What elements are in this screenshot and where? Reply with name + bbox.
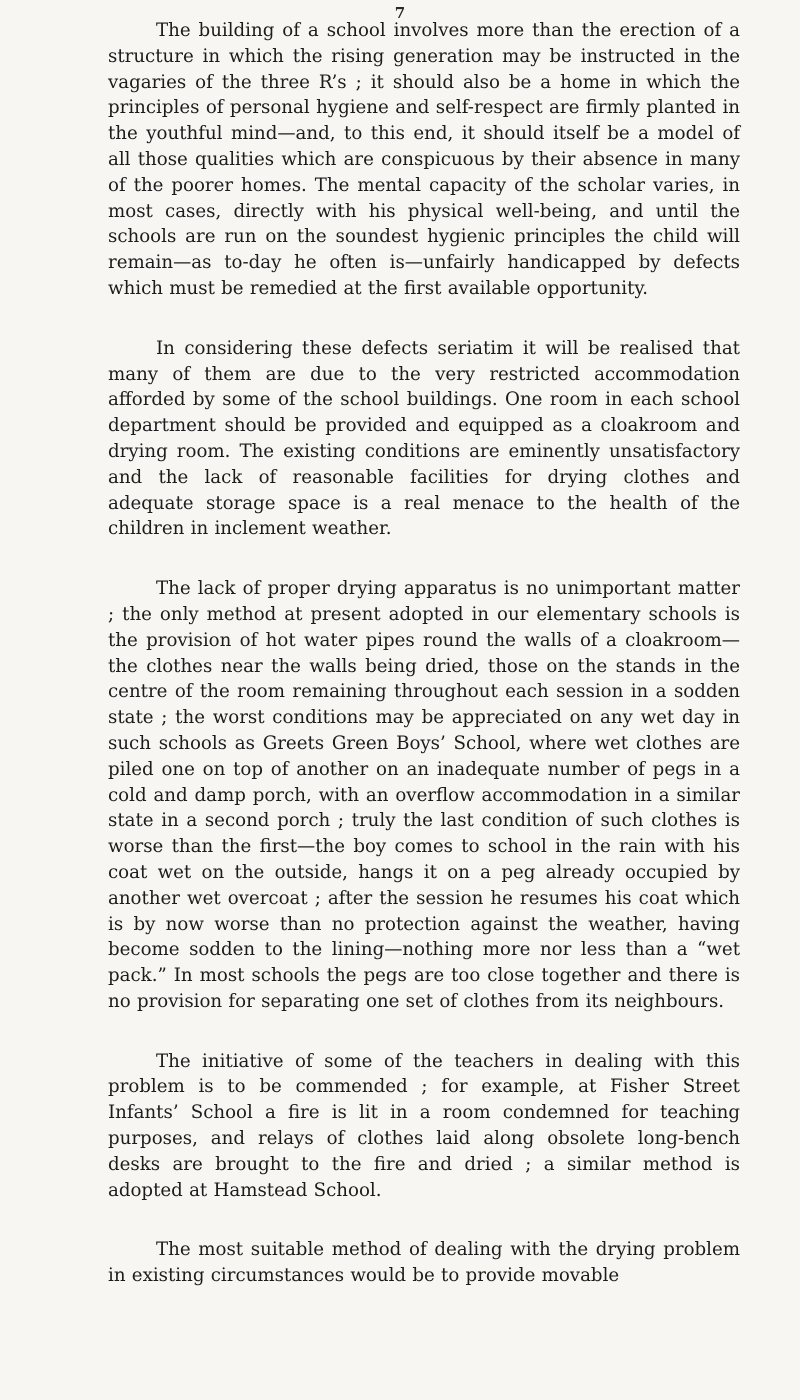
page-number: 7 [394,4,406,22]
paragraph-restricted-accommodation: In considering these defects seriatim it will be realised that many of them are due to the very restricted accommodation afforded by some of the school buildings. One room in each school department should be provided and equipped as a cloakroom and drying room. The existing conditions are eminently unsatisfactory and the lack of reasonable facilities for drying clothes and adequate storage space is a real menace to the health of the children in inclement weather. [108,337,740,540]
paragraph-drying-apparatus: The lack of proper drying apparatus is no unimportant matter ; the only method at present adopted in our elementary schools is the provision of hot water pipes round the walls of a cloakroom—the clothes near the walls being dried, those on the stands in the centre of the room remaining throughout each session in a sodden state ; the worst conditions may be appreciated on any wet day in such schools as Greets Green Boys’ School, where wet clothes are piled one on top of another on an inadequate number of pegs in a cold and damp porch, with an overflow accommodation in a similar state in a second porch ; truly the last condition of such clothes is worse than the first—the boy comes to school in the rain with his coat wet on the outside, hangs it on a peg already occupied by another wet overcoat ; after the session he resumes his coat which is by now worse than no protection against the weather, having become sodden to the lining—nothing more nor less than a “wet pack.” In most schools the pegs are too close together and there is no provision for separating one set of clothes from its neighbours. [108,578,740,1012]
paragraph-school-building: The building of a school involves more than the erection of a structure in which the rising generation may be instructed in the vagaries of the three R’s ; it should also be a home in which the principles of personal hygiene and self-respect are firmly planted in the youthful mind—and, to this end, it should itself be a model of all those qualities which are conspicuous by their absence in many of the poorer homes. The mental capacity of the scholar varies, in most cases, directly with his physical well-being, and until the schools are run on the soundest hygienic principles the child will remain—as to-day he often is—unfairly handicapped by defects which must be remedied at the first available opportunity. [108,20,740,299]
body-text [108,18,740,1323]
paragraph-suitable-method: The most suitable method of dealing with the drying problem in existing circumstances would be to provide movable [108,1239,740,1287]
paragraph-teacher-initiative: The initiative of some of the teachers in dealing with this problem is to be commended ; for example, at Fisher Street Infants’ School a fire is lit in a room condemned for teaching purposes, and relays of clothes laid along obsolete long-bench desks are brought to the fire and dried ; a similar method is adopted at Hamstead School. [108,1050,740,1201]
